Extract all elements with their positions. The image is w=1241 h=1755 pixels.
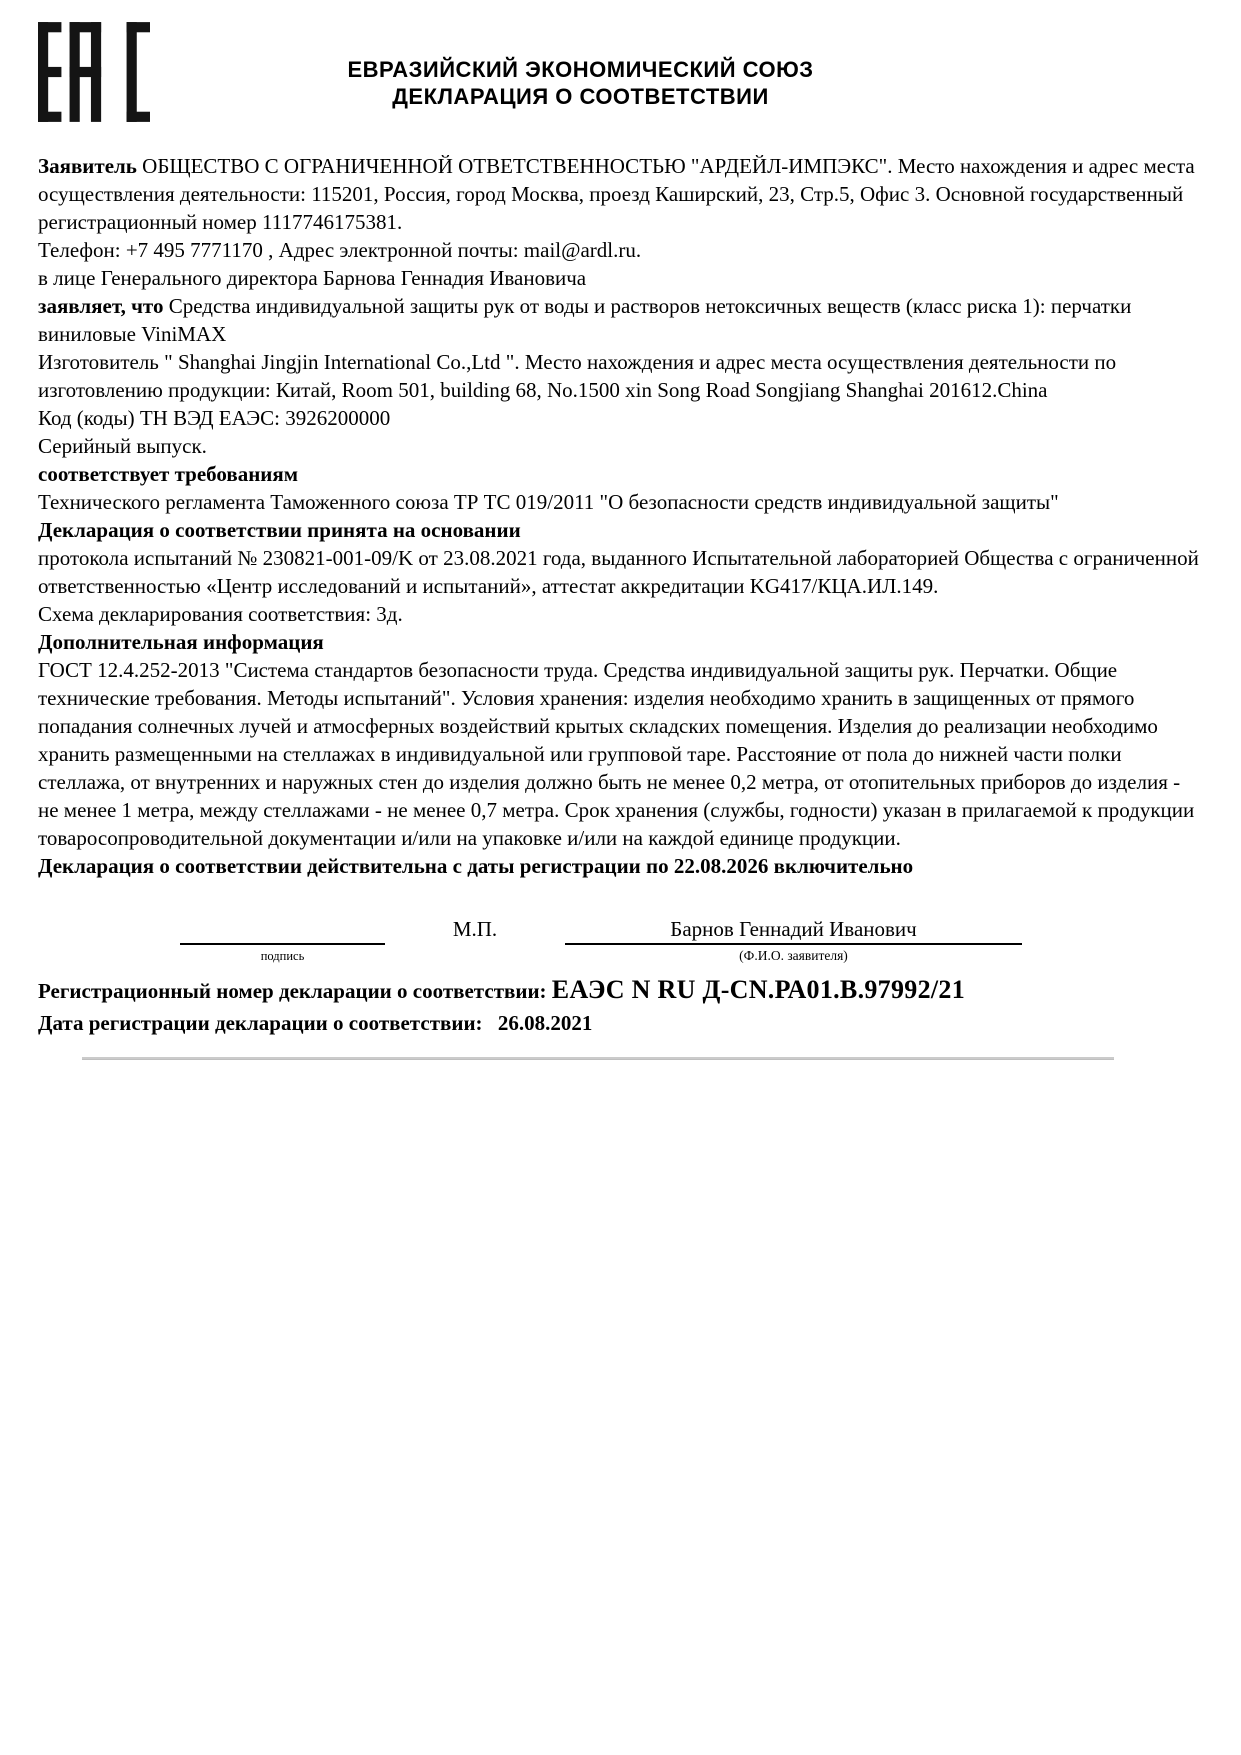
scheme-line: Схема декларирования соответствия: 3д. (38, 602, 403, 626)
serial-release-line: Серийный выпуск. (38, 434, 207, 458)
declares-label: заявляет, что (38, 294, 164, 318)
document-body (38, 152, 1203, 1060)
footer-divider (82, 1057, 1114, 1060)
declares-text: Средства индивидуальной защиты рук от воды и растворов нетоксичных веществ (класс риска 1): перчатки виниловые ViniMAX (38, 294, 1132, 346)
applicant-text: ОБЩЕСТВО С ОГРАНИЧЕННОЙ ОТВЕТСТВЕННОСТЬЮ "АРДЕЙЛ-ИМПЭКС". Место нахождения и адрес места осуществления деятельности: 115201, Россия, город Москва, проезд Каширский, 23, Стр.5, Офис 3. Основной государственный регистрационный номер 1117746175381. (38, 154, 1195, 234)
registration-date-value: 26.08.2021 (497, 1011, 593, 1035)
director-line: в лице Генерального директора Барнова Геннадия Ивановича (38, 266, 587, 290)
registration-date-label: Дата регистрации декларации о соответствии: (38, 1011, 483, 1035)
regulation-paragraph: Технического регламента Таможенного союза ТР ТС 019/2011 "О безопасности средств индивидуальной защиты" (38, 490, 1059, 514)
registration-block (38, 974, 1203, 1039)
registration-number-value: ЕАЭС N RU Д-CN.РА01.В.97992/21 (551, 975, 966, 1004)
manufacturer-paragraph: Изготовитель " Shanghai Jingjin International Co.,Ltd ". Место нахождения и адрес места осуществления деятельности по изготовлению продукции: Китай, Room 501, building 68, No.1500 xin Song Road Songjiang Shanghai 201612.China (38, 350, 1117, 402)
applicant-name-caption: (Ф.И.О. заявителя) (739, 948, 848, 963)
document-header (0, 0, 1241, 150)
signature-field (180, 916, 385, 964)
registration-date-row (38, 1007, 1203, 1039)
additional-info-paragraph: ГОСТ 12.4.252-2013 "Система стандартов безопасности труда. Средства индивидуальной защиты рук. Перчатки. Общие технические требования. Методы испытаний". Условия хранения: изделия необходимо хранить в защищенных от прямого попадания солнечных лучей и атмосферных воздействий крытых складских помещения. Изделия до реализации необходимо хранить размещенными на стеллажах в индивидуальной или групповой таре. Расстояние от пола до нижней части полки стеллажа, от внутренних и наружных стен до изделия должно быть не менее 0,2 метра, от отопительных приборов до изделия - не менее 1 метра, между стеллажами - не менее 0,7 метра. Срок хранения (службы, годности) указан в прилагаемой к продукции товаросопроводительной документации и/или на упаковке и/или на каждой единице продукции. (38, 658, 1195, 850)
registration-number-row (38, 974, 1203, 1007)
declares-paragraph (38, 292, 1203, 348)
applicant-paragraph (38, 152, 1203, 236)
applicant-label: Заявитель (38, 154, 137, 178)
signature-line (180, 916, 385, 945)
conformity-heading: соответствует требованиям (38, 462, 299, 486)
validity-line: Декларация о соответствии действительна с даты регистрации по 22.08.2026 включительно (38, 854, 914, 878)
basis-heading: Декларация о соответствии принята на основании (38, 518, 521, 542)
protocol-paragraph: протокола испытаний № 230821-001-09/K от 23.08.2021 года, выданного Испытательной лабораторией Общества с ограниченной ответственностью «Центр исследований и испытаний», аттестат аккредитации KG417/КЦА.ИЛ.149. (38, 546, 1199, 598)
additional-info-heading: Дополнительная информация (38, 630, 324, 654)
tnved-code-line: Код (коды) ТН ВЭД ЕАЭС: 3926200000 (38, 406, 391, 430)
document-title-block (0, 56, 1201, 110)
phone-line: Телефон: +7 495 7771170 , Адрес электронной почты: mail@ardl.ru. (38, 238, 642, 262)
seal-place (385, 916, 565, 943)
registration-number-label: Регистрационный номер декларации о соответствии: (38, 979, 547, 1003)
signature-block (38, 916, 1203, 964)
applicant-name-field (565, 916, 1022, 964)
declaration-title: ДЕКЛАРАЦИЯ О СООТВЕТСТВИИ (392, 84, 769, 109)
seal-mark: М.П. (452, 917, 498, 941)
signature-caption: подпись (260, 949, 305, 963)
union-title: ЕВРАЗИЙСКИЙ ЭКОНОМИЧЕСКИЙ СОЮЗ (347, 57, 814, 82)
applicant-name: Барнов Геннадий Иванович (565, 916, 1022, 945)
